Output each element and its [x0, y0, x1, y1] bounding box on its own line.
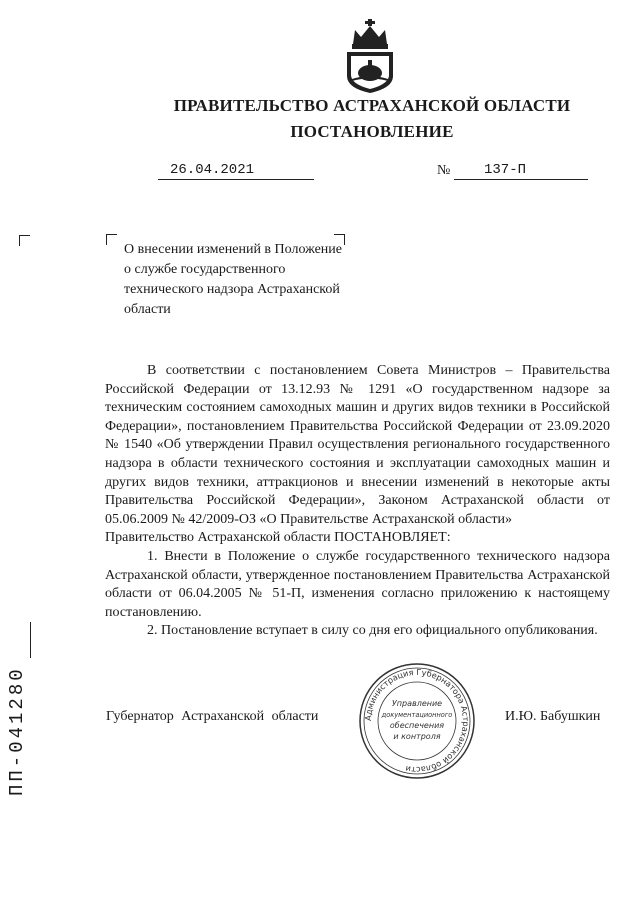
date-underline: [158, 179, 314, 180]
document-number: 137-П: [484, 162, 527, 178]
government-title: ПРАВИТЕЛЬСТВО АСТРАХАНСКОЙ ОБЛАСТИ: [173, 96, 571, 115]
registration-code: ПП-041280: [6, 666, 28, 796]
resolution-line: Правительство Астраханской области ПОСТАНОВЛЯЕТ:: [105, 530, 451, 546]
stamp-center-line: документационного: [381, 711, 453, 719]
document-date: 26.04.2021: [170, 162, 255, 178]
official-stamp-icon: [358, 662, 476, 780]
item-paragraph: 2. Постановление вступает в силу со дня его официального опубликования.: [147, 623, 598, 639]
stamp-center-line: и контроля: [393, 732, 441, 741]
preamble-paragraph: В соответствии с постановлением Совета Министров – Правительства Российской Федерации от 13.12.93 № 1291 «О государственном надзоре за техническим состоянием самоходных машин и других видов техники в Российской Федерации», постановлением Правительства Российской Федерации от 23.09.2020 № 1540 «Об утверждении Правил осуществления регионального государственного надзора в области технического состояния и эксплуатации самоходных машин и других видов техники, аттракционов и внесении изменений в некоторые акты Правительства Российской Федерации», Законом Астраханской области от 05.06.2009 № 42/2009-ОЗ «О Правительстве Астраханской области»: [105, 363, 610, 527]
subject-corner-left: [106, 234, 117, 245]
signatory-name: И.Ю. Бабушкин: [505, 709, 601, 724]
side-margin-line: [30, 622, 31, 658]
margin-corner-mark: [19, 235, 30, 246]
document-subject: О внесении изменений в Положение о службе государственного технического надзора Астраханской области: [124, 242, 343, 317]
item-paragraph: 1. Внести в Положение о службе государственного технического надзора Астраханской области, утвержденное постановлением Правительства Астраханской области от 06.04.2005 № 51-П, изменения согласно приложению к настоящему постановлению.: [105, 548, 610, 620]
document-type: ПОСТАНОВЛЕНИЕ: [290, 122, 454, 141]
number-label: №: [437, 163, 451, 178]
document-body: [105, 362, 610, 641]
number-underline: [454, 179, 588, 180]
signatory-position: Губернатор Астраханской области: [106, 709, 319, 724]
stamp-center-line: обеспечения: [389, 721, 445, 730]
stamp-ring-text: Администрация Губернатора Астраханской области: [362, 666, 472, 776]
coat-of-arms-icon: [339, 18, 401, 94]
stamp-center-line: Управление: [391, 699, 443, 708]
